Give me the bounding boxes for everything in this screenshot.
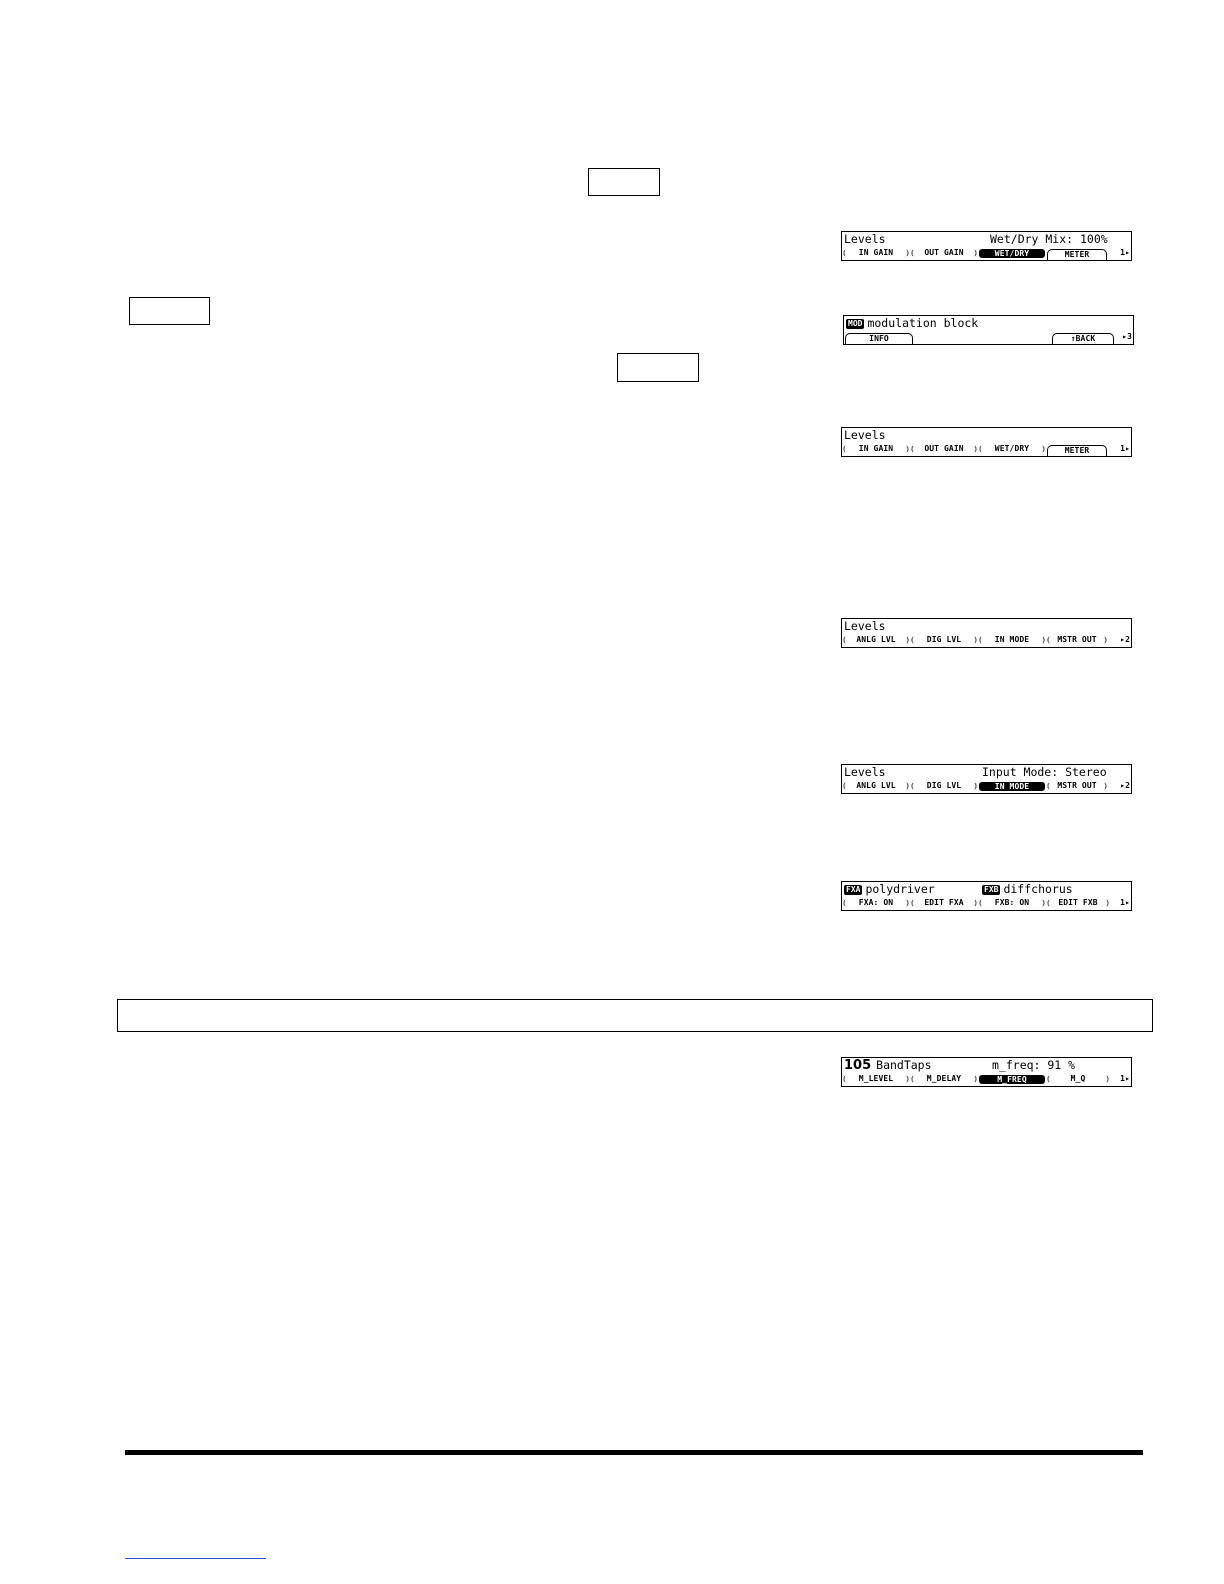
softkey-meter[interactable]: METER <box>1047 249 1107 260</box>
softkey-dig-lvl[interactable]: ⦅ DIG LVL ⦆ <box>911 780 977 792</box>
lcd-header <box>844 882 1130 897</box>
softkey-m-freq[interactable]: M_FREQ <box>979 1075 1045 1084</box>
lcd-title: Levels <box>844 428 886 442</box>
lcd-levels <box>841 427 1132 457</box>
softkey-out-gain[interactable]: ⦅ OUT GAIN ⦆ <box>911 247 977 259</box>
lcd-param-readout: Wet/Dry Mix: 100% <box>990 232 1108 246</box>
softkey-dig-lvl[interactable]: ⦅ DIG LVL ⦆ <box>911 634 977 646</box>
lcd-softkey-row <box>843 897 1130 909</box>
softkey-mstr-out[interactable]: ⦅ MSTR OUT ⦆ <box>1047 780 1107 792</box>
softkey-meter[interactable]: METER <box>1047 445 1107 456</box>
lcd-param-readout: Input Mode: Stereo <box>982 765 1107 779</box>
fxa-tag: FXA <box>846 885 861 894</box>
softkey-in-gain[interactable]: ⦅ IN GAIN ⦆ <box>843 443 909 455</box>
lcd-title: Levels <box>844 619 886 633</box>
lcd-title: Levels <box>844 765 886 779</box>
softkey-m-q[interactable]: ⦅ M_Q ⦆ <box>1047 1073 1109 1085</box>
lcd-effects <box>841 881 1132 911</box>
fxb-name: diffchorus <box>1003 882 1073 896</box>
softkey-edit-fxb[interactable]: ⦅ EDIT FXB ⦆ <box>1047 897 1109 909</box>
softkey-info[interactable]: INFO <box>845 333 913 344</box>
softkey-wet-dry[interactable]: WET/DRY <box>979 249 1045 258</box>
page-indicator: ▸2 <box>1120 781 1130 790</box>
lcd-softkey-row <box>843 634 1130 646</box>
page-indicator: 1▸ <box>1120 444 1130 453</box>
preset-name: BandTaps <box>876 1058 932 1072</box>
softkey-mstr-out[interactable]: ⦅ MSTR OUT ⦆ <box>1047 634 1107 646</box>
lcd-title: Levels <box>844 232 886 246</box>
footer-link-underline[interactable] <box>125 1558 266 1559</box>
placeholder-box-3 <box>617 353 699 382</box>
mod-tag: MOD <box>848 319 863 328</box>
softkey-in-mode[interactable]: ⦅ IN MODE ⦆ <box>979 634 1045 646</box>
section-bar <box>117 999 1153 1032</box>
fxa-name: polydriver <box>865 882 935 896</box>
page-indicator: 1▸ <box>1120 898 1130 907</box>
page-indicator: ▸2 <box>1120 635 1130 644</box>
page-indicator: 1▸ <box>1120 248 1130 257</box>
placeholder-box-1 <box>588 168 660 196</box>
lcd-header <box>844 232 1130 247</box>
lcd-softkey-row <box>843 780 1130 792</box>
lcd-bandtaps <box>841 1057 1132 1087</box>
softkey-anlg-lvl[interactable]: ⦅ ANLG LVL ⦆ <box>843 634 909 646</box>
lcd-header <box>844 619 1130 634</box>
placeholder-box-2 <box>129 297 210 325</box>
softkey-wet-dry[interactable]: ⦅ WET/DRY ⦆ <box>979 443 1045 455</box>
lcd-softkey-row <box>843 247 1130 259</box>
lcd-header <box>844 428 1130 443</box>
softkey-in-gain[interactable]: ⦅ IN GAIN ⦆ <box>843 247 909 259</box>
fxb-tag: FXB <box>984 885 999 894</box>
softkey-anlg-lvl[interactable]: ⦅ ANLG LVL ⦆ <box>843 780 909 792</box>
page-indicator: ▸3 <box>1122 332 1132 341</box>
softkey-in-mode[interactable]: IN MODE <box>979 782 1045 791</box>
lcd-modulation-block <box>843 315 1134 345</box>
lcd-softkey-row <box>843 443 1130 455</box>
lcd-levels-wetdry <box>841 231 1132 261</box>
page-indicator: 1▸ <box>1120 1074 1130 1083</box>
softkey-out-gain[interactable]: ⦅ OUT GAIN ⦆ <box>911 443 977 455</box>
footer-rule <box>125 1450 1143 1455</box>
lcd-header <box>846 316 1132 331</box>
softkey-back[interactable]: ↑BACK <box>1052 333 1114 344</box>
lcd-levels-input-mode <box>841 764 1132 794</box>
lcd-title: modulation block <box>867 316 979 330</box>
softkey-edit-fxa[interactable]: ⦅ EDIT FXA ⦆ <box>911 897 977 909</box>
lcd-param-readout: m_freq: 91 % <box>992 1058 1076 1072</box>
lcd-softkey-row <box>845 331 1132 343</box>
lcd-softkey-row <box>843 1073 1130 1085</box>
lcd-header <box>844 765 1130 780</box>
preset-number: 105 <box>844 1058 872 1073</box>
lcd-levels-page2 <box>841 618 1132 648</box>
softkey-m-delay[interactable]: ⦅ M_DELAY ⦆ <box>911 1073 977 1085</box>
softkey-fxa-on[interactable]: ⦅ FXA: ON ⦆ <box>843 897 909 909</box>
lcd-header <box>844 1058 1130 1073</box>
softkey-fxb-on[interactable]: ⦅ FXB: ON ⦆ <box>979 897 1045 909</box>
softkey-m-level[interactable]: ⦅ M_LEVEL ⦆ <box>843 1073 909 1085</box>
